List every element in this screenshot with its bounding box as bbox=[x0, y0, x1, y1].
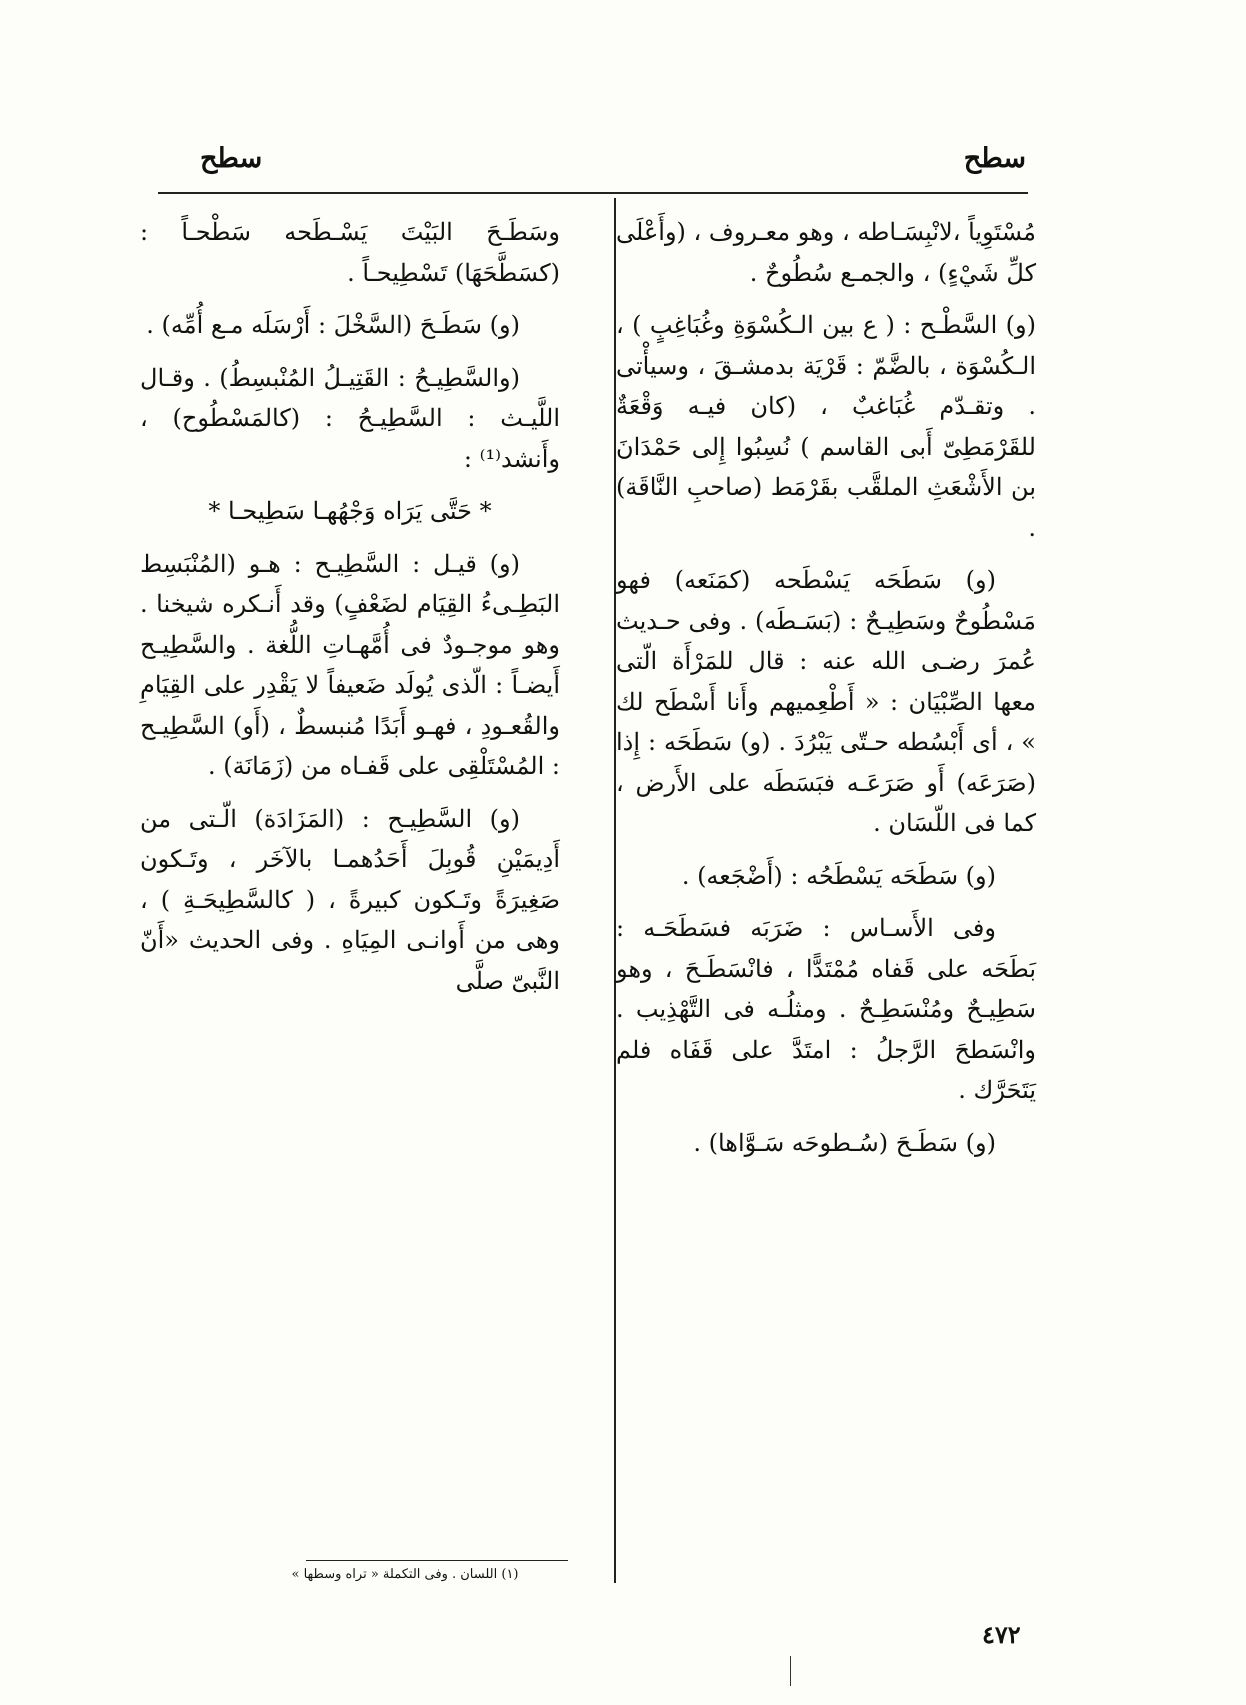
entry-paragraph: (و) قيـل : السَّطِيـح : هـو (المُنْبَسِط البَطِـىءُ القِيَام لضَعْفٍ) وقد أَنـكره شيخنا . وهو موجـودٌ فى أُمَّهـاتِ اللُّغة . والسَّطِيـح أَيضـاً : الّذى يُولَد ضَعيفاً لا يَقْدِر على القِيَامِ والقُعـودِ ، فهـو أَبَدًا مُنبسطٌ ، (أَو) السَّطِيـح : المُسْتَلْقِى على قَفـاه من (زَمَانَة) . bbox=[140, 549, 560, 780]
entry-paragraph: وسَطَـحَ البَيْتَ يَسْـطَحه سَطْحـاً : (كسَطَّحَهَا) تَسْطِيحـاً . bbox=[140, 218, 560, 287]
footnote-rule bbox=[306, 1560, 568, 1561]
running-header-right: سطح bbox=[963, 143, 1026, 174]
page-number: ٤٧٢ bbox=[982, 1620, 1021, 1649]
entry-paragraph: (و) السَّطْـح : ( ع بين الـكُسْوَةِ وغُبَاغِبٍ ) ، الـكُسْوَة ، بالضَّمّ : قَرْيَة بدمشـقَ ، وسيأْتى . وتقـدّم غُبَاغبٌ ، (كان فيـه وَقْعَةٌ للقَرْمَطِىّ أَبى القاسم ) نُسِبُوا إِلى حَمْدَانَ بن الأَشْعَثِ الملقَّب بقَرْمَط (صاحبِ النَّاقَة) . bbox=[616, 311, 1036, 542]
entry-paragraph: (و) السَّطِيـح : (المَزَادَة) الّـتى من أَدِيمَيْنِ قُوبِلَ أَحَدُهمـا بالآخَر ، وتَـكون صَغِيرَةً وتَـكون كبيرةً ، ( كالسَّطِيحَـةِ ) ، وهى من أَوانـى المِيَاهِ . وفى الحديث «أَنّ النَّبىّ صلَّى bbox=[140, 804, 561, 995]
running-header-left: سطح bbox=[200, 143, 263, 174]
header-rule bbox=[158, 192, 1028, 194]
entry-paragraph: (و) سَطَـحَ (سُـطوحَه سَـوَّاها) . bbox=[693, 1128, 996, 1157]
entry-paragraph: (والسَّطِيـحُ : القَتِيـلُ المُنْبسِطُ) . وقـال اللَّيـث : السَّطِيـحُ : (كالمَسْطُوح) ، وأَنشد⁽¹⁾ : bbox=[140, 363, 560, 473]
entry-paragraph: مُسْتَوِياً ،لانْبِسَـاطه ، وهو معـروف ، (وأَعْلَى كلِّ شَيْءٍ) ، والجمـع سُطُوحٌ . bbox=[616, 218, 1036, 287]
entry-paragraph: (و) سَطَحَه يَسْطَحه (كمَنَعه) فهو مَسْطُوحٌ وسَطِيـحٌ : (بَسَـطَه) . وفى حـديث عُمرَ رضـى الله عنه : قال للمَرْأَة الّتى معها الصِّبْيَان : « أَطْعِميهم وأَنا أَسْطَح لك » ، أى أَبْسُطه حـتّى يَبْرُدَ . (و) سَطَحَه : إِذا (صَرَعَه) أَو صَرَعَـه فبَسَطَه على الأَرض ، كما فى اللّسَان . bbox=[616, 566, 1036, 837]
entry-paragraph: (و) سَطَحَه يَسْطَحُه : (أَضْجَعه) . bbox=[681, 861, 996, 890]
entry-paragraph: وفى الأَسـاس : ضَرَبَه فسَطَحَـه : بَطَحَه على قَفاه مُمْتَدًّا ، فانْسَطَـحَ ، وهو سَطِيـحٌ ومُنْسَطِـحٌ . ومثلُـه فى التَّهْذِيب . وانْسَطحَ الرَّجلُ : امتَدَّ على قَفَاه فلم يَتَحَرَّك . bbox=[616, 914, 1036, 1104]
verse-line: * حَتَّى يَرَاه وَجْهُهـا سَطِيحـا * bbox=[208, 497, 492, 525]
print-mark bbox=[790, 1656, 791, 1686]
right-column bbox=[616, 212, 1036, 1163]
entry-paragraph: (و) سَطَـحَ (السَّخْلَ : أَرْسَلَه مـع أُمِّه) . bbox=[146, 311, 520, 339]
footnote: (١) اللسان . وفى التكملة « تراه وسطها » bbox=[291, 1567, 519, 1582]
left-column bbox=[140, 212, 560, 1001]
